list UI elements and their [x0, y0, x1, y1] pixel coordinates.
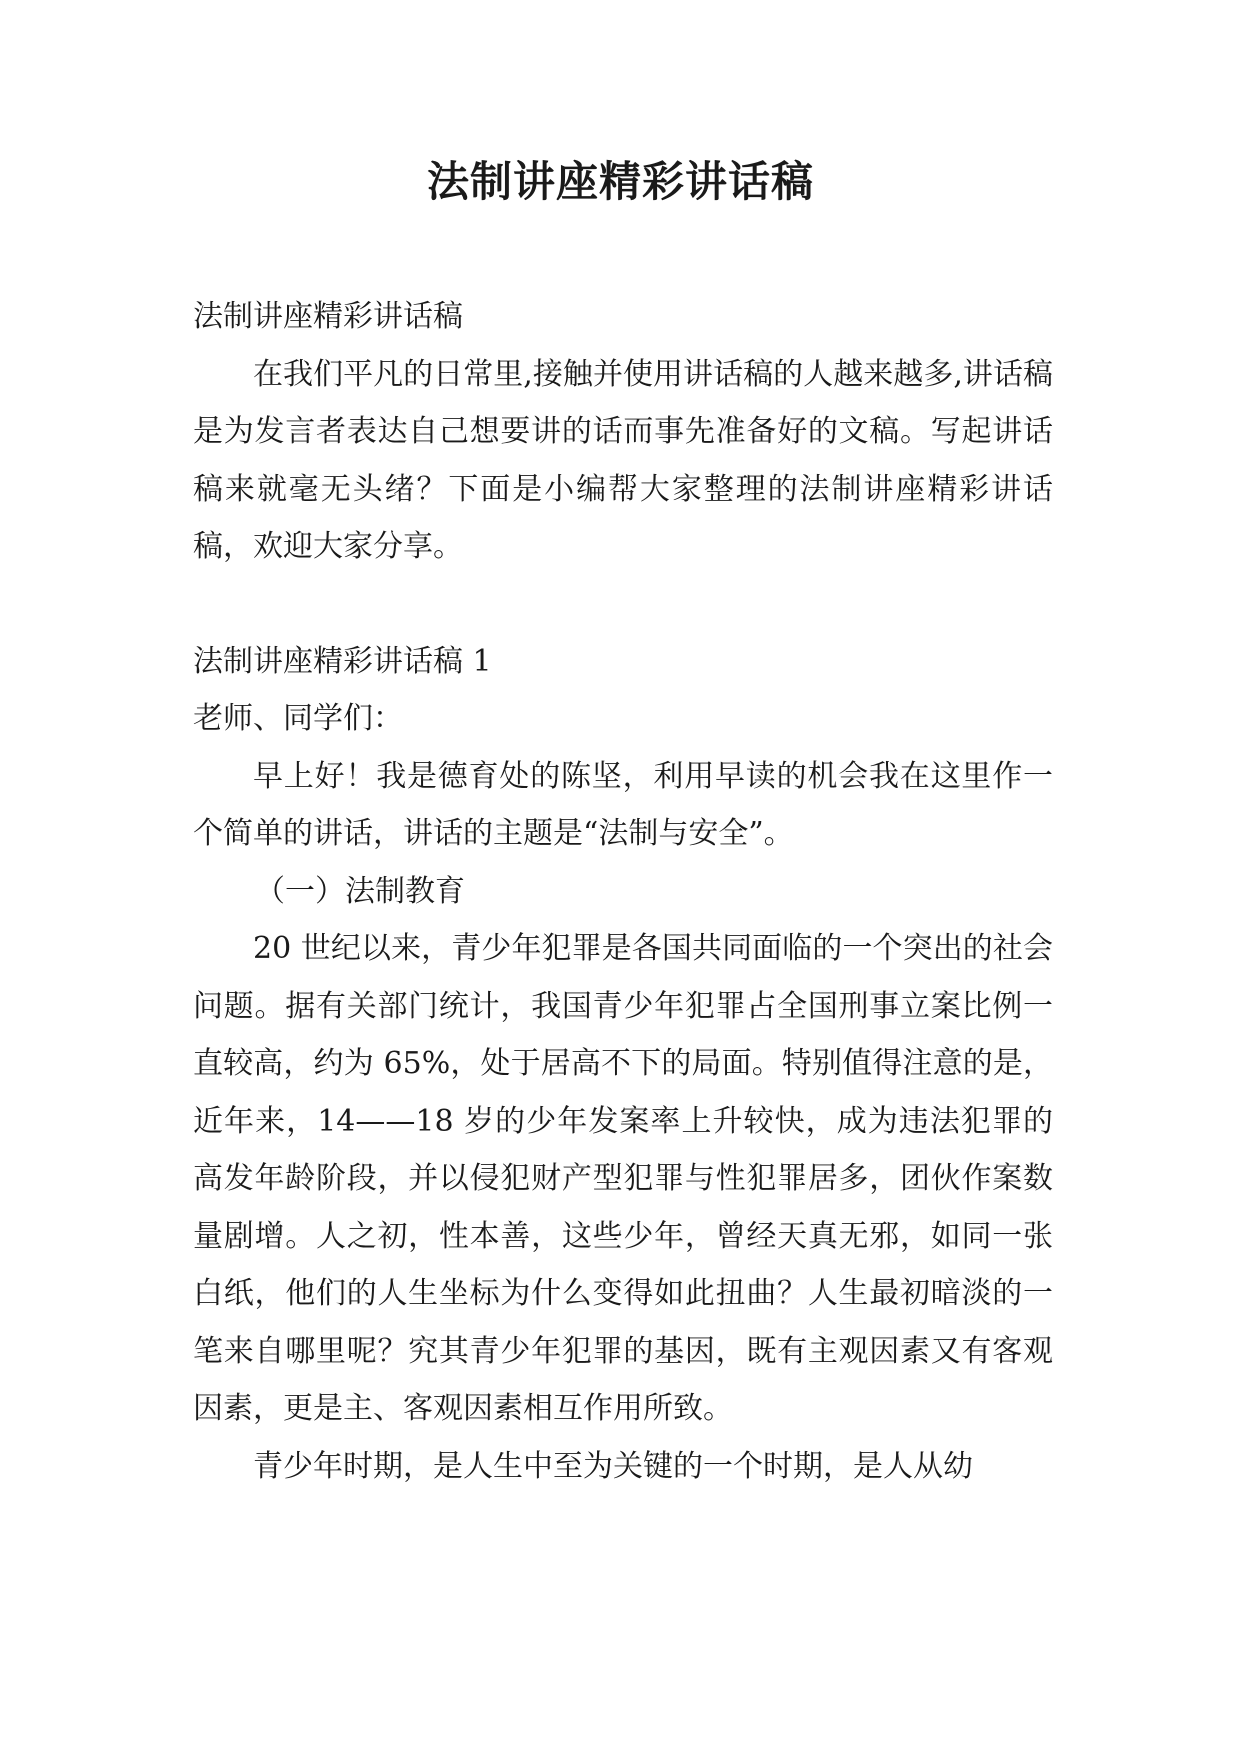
paragraph-gap: [193, 576, 1053, 633]
intro-paragraph: 在我们平凡的日常里,接触并使用讲话稿的人越来越多,讲话稿是为发言者表达自己想要讲的话而事先准备好的文稿。写起讲话稿来就毫无头绪？下面是小编帮大家整理的法制讲座精彩讲话稿，欢迎大家分享。: [193, 356, 1053, 564]
document-body: [193, 288, 1053, 1495]
greeting-line: 老师、同学们：: [193, 701, 403, 736]
document-title: 法制讲座精彩讲话稿: [426, 157, 814, 206]
section-heading: 法制讲座精彩讲话稿 1: [193, 643, 492, 679]
subheading-legal-education: （一）法制教育: [255, 873, 465, 909]
document-subtitle: 法制讲座精彩讲话稿: [193, 299, 463, 334]
body-paragraph: 20 世纪以来，青少年犯罪是各国共同面临的一个突出的社会问题。据有关部门统计，我国青少年犯罪占全国刑事立案比例一直较高，约为 65%，处于居高不下的局面。特别值得注意的是，近年来，14——18 岁的少年发案率上升较快，成为违法犯罪的高发年龄阶段，并以侵犯财产型犯罪与性犯罪居多，团伙作案数量剧增。人之初，性本善，这些少年，曾经天真无邪，如同一张白纸，他们的人生坐标为什么变得如此扭曲？人生最初暗淡的一笔来自哪里呢？究其青少年犯罪的基因，既有主观因素又有客观因素，更是主、客观因素相互作用所致。: [193, 931, 1053, 1426]
body-paragraph-continued: 青少年时期，是人生中至为关键的一个时期，是人从幼: [253, 1448, 973, 1484]
opening-paragraph: 早上好！我是德育处的陈坚，利用早读的机会我在这里作一个简单的讲话，讲话的主题是“法制与安全”。: [193, 758, 1053, 851]
